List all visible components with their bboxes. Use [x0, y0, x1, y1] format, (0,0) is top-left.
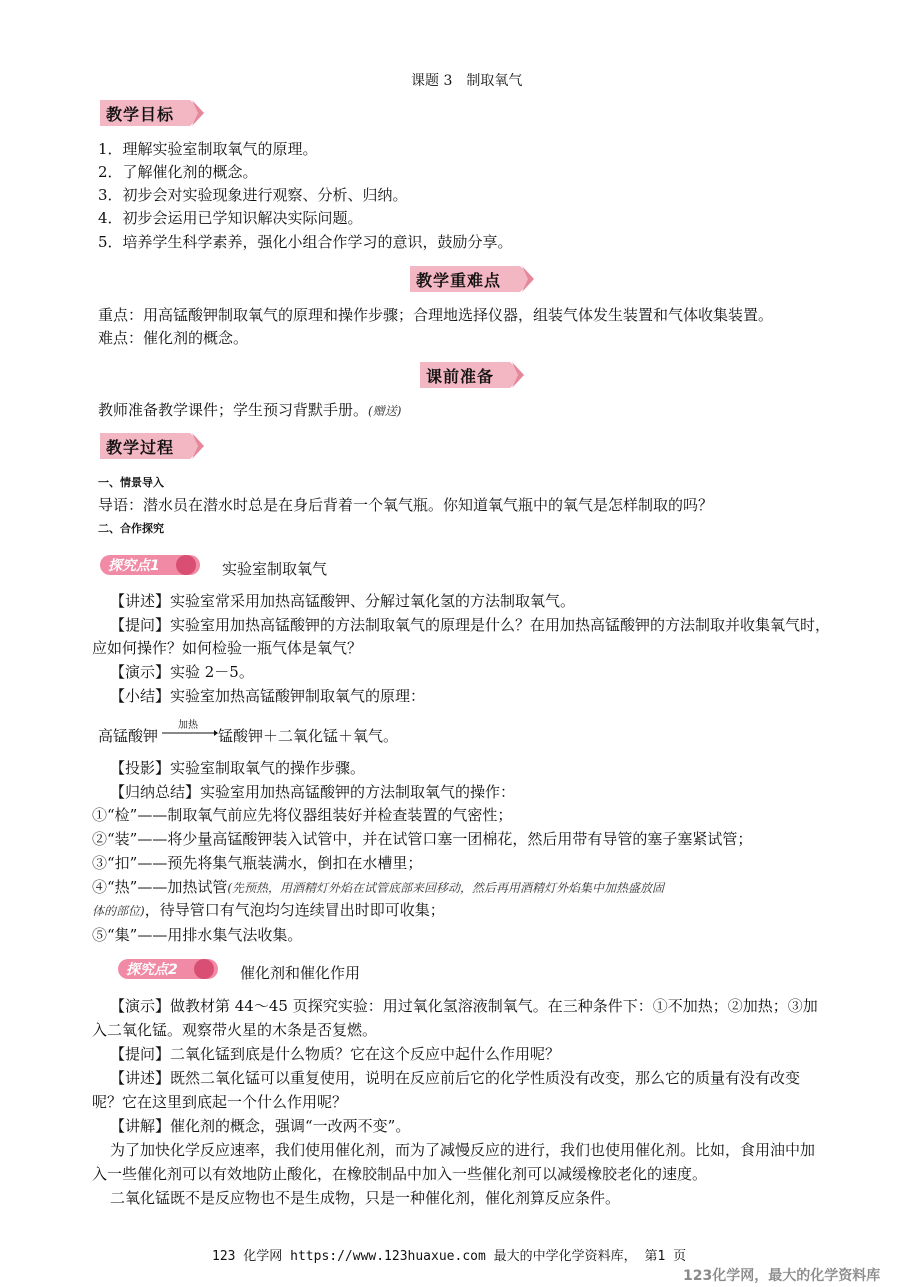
point1-line: ①“检”——制取氧气前应先将仪器组装好并检查装置的气密性； [92, 806, 513, 824]
keypoints-banner [410, 266, 534, 292]
prep-banner [420, 362, 524, 388]
heat-line-b: ，待导管口有气泡均匀连续冒出时即可收集； [144, 901, 445, 919]
heat-line-2 [92, 899, 445, 923]
point1-title: 实验室制取氧气 [222, 560, 328, 578]
point2-line: 入一些催化剂可以有效地防止酸化，在橡胶制品中加入一些催化剂可以减缓橡胶老化的速度。 [92, 1165, 708, 1183]
point1-line: 【小结】实验室加热高锰酸钾制取氧气的原理： [110, 687, 426, 705]
point1-line: 【归纳总结】实验室用加热高锰酸钾的方法制取氧气的操作： [110, 783, 516, 801]
keypoints-heading: 教学重难点 [416, 271, 502, 290]
reaction-condition: 加热 [178, 720, 198, 731]
heat-line-a: ④“热”——加热试管 [92, 878, 228, 896]
objective-item: 5．培养学生科学素养，强化小组合作学习的意识，鼓励分享。 [98, 233, 513, 251]
collect-line: ⑤“集”——用排水集气法收集。 [92, 926, 303, 944]
reaction-arrow [162, 716, 218, 740]
point1-line: 应如何操作？如何检验一瓶气体是氧气？ [92, 639, 363, 657]
point1-line: 【投影】实验室制取氧气的操作步骤。 [110, 759, 366, 777]
equation-products: 锰酸钾＋二氧化锰＋氧气。 [218, 727, 399, 745]
point2-line: 入二氧化锰。观察带火星的木条是否复燃。 [92, 1021, 378, 1039]
heat-line [92, 876, 664, 900]
point1-line: 【讲述】实验室常采用加热高锰酸钾、分解过氧化氢的方法制取氧气。 [110, 592, 576, 610]
process-banner [100, 433, 204, 459]
point1-line: ③“扣”——预先将集气瓶装满水，倒扣在水槽里； [92, 854, 423, 872]
point1-line: 【提问】实验室用加热高锰酸钾的方法制取氧气的原理是什么？在用加热高锰酸钾的方法制取并收集氧气时， [110, 616, 831, 634]
point2-line: 呢？它在这里到底起一个什么作用呢？ [92, 1093, 348, 1111]
objective-item: 1．理解实验室制取氧气的原理。 [98, 140, 318, 158]
point2-line: 【提问】二氧化锰到底是什么物质？它在这个反应中起什么作用呢？ [110, 1045, 561, 1063]
explore-badge-2 [118, 957, 218, 981]
objective-item: 4．初步会运用已学知识解决实际问题。 [98, 209, 363, 227]
key-point-text: 重点：用高锰酸钾制取氧气的原理和操作步骤；合理地选择仪器，组装气体发生装置和气体收集装置。 [98, 306, 774, 324]
prep-main: 教师准备教学课件；学生预习背默手册。 [98, 401, 369, 419]
point2-line: 【讲解】催化剂的概念，强调“一改两不变”。 [110, 1117, 411, 1135]
watermark: 123化学网，最大的化学资料库 [683, 1268, 881, 1284]
heat-note-b: 体的部位) [92, 904, 145, 918]
point2-line: 【讲述】既然二氧化锰可以重复使用，说明在反应前后它的化学性质没有改变，那么它的质量有没有改变 [110, 1069, 801, 1087]
explore-badge-label: 探究点1 [108, 558, 160, 574]
point2-title: 催化剂和催化作用 [240, 964, 361, 982]
difficulty-text: 难点：催化剂的概念。 [98, 329, 249, 347]
objective-item: 3．初步会对实验现象进行观察、分析、归纳。 [98, 186, 408, 204]
objective-item: 2．了解催化剂的概念。 [98, 163, 258, 181]
prep-heading: 课前准备 [426, 367, 495, 386]
explore-badge-1 [100, 553, 200, 577]
objectives-heading: 教学目标 [106, 105, 175, 124]
prep-text [98, 399, 401, 423]
heat-note-a: (先预热，用酒精灯外焰在试管底部来回移动，然后再用酒精灯外焰集中加热盛放固 [227, 881, 665, 895]
explore-badge-label: 探究点2 [126, 962, 178, 978]
process-heading: 教学过程 [106, 438, 175, 457]
equation-reactant: 高锰酸钾 [98, 727, 159, 745]
intro-text: 导语：潜水员在潜水时总是在身后背着一个氧气瓶。你知道氧气瓶中的氧气是怎样制取的吗？ [98, 496, 714, 514]
point2-line: 二氧化锰既不是反应物也不是生成物，只是一种催化剂，催化剂算反应条件。 [110, 1189, 621, 1207]
point2-line: 为了加快化学反应速率，我们使用催化剂，而为了减慢反应的进行，我们也使用催化剂。比如，食用油中加 [110, 1141, 816, 1159]
point1-line: 【演示】实验 2－5。 [110, 663, 254, 681]
sub-heading-explore: 二、合作探究 [98, 522, 164, 535]
point1-line: ②“装”——将少量高锰酸钾装入试管中，并在试管口塞一团棉花，然后用带有导管的塞子塞紧试管； [92, 830, 753, 848]
page-title: 课题 3 制取氧气 [411, 73, 523, 89]
arrow-icon [162, 716, 218, 740]
sub-heading-intro: 一、情景导入 [98, 476, 164, 489]
point2-line: 【演示】做教材第 44～45 页探究实验：用过氧化氢溶液制氧气。在三种条件下：①不加热；②加热；③加 [110, 997, 818, 1015]
page-footer: 123 化学网 https://www.123huaxue.com 最大的中学化学资料库， 第1 页 [212, 1249, 687, 1264]
prep-note: (赠送) [368, 404, 402, 418]
objectives-banner [100, 100, 204, 126]
